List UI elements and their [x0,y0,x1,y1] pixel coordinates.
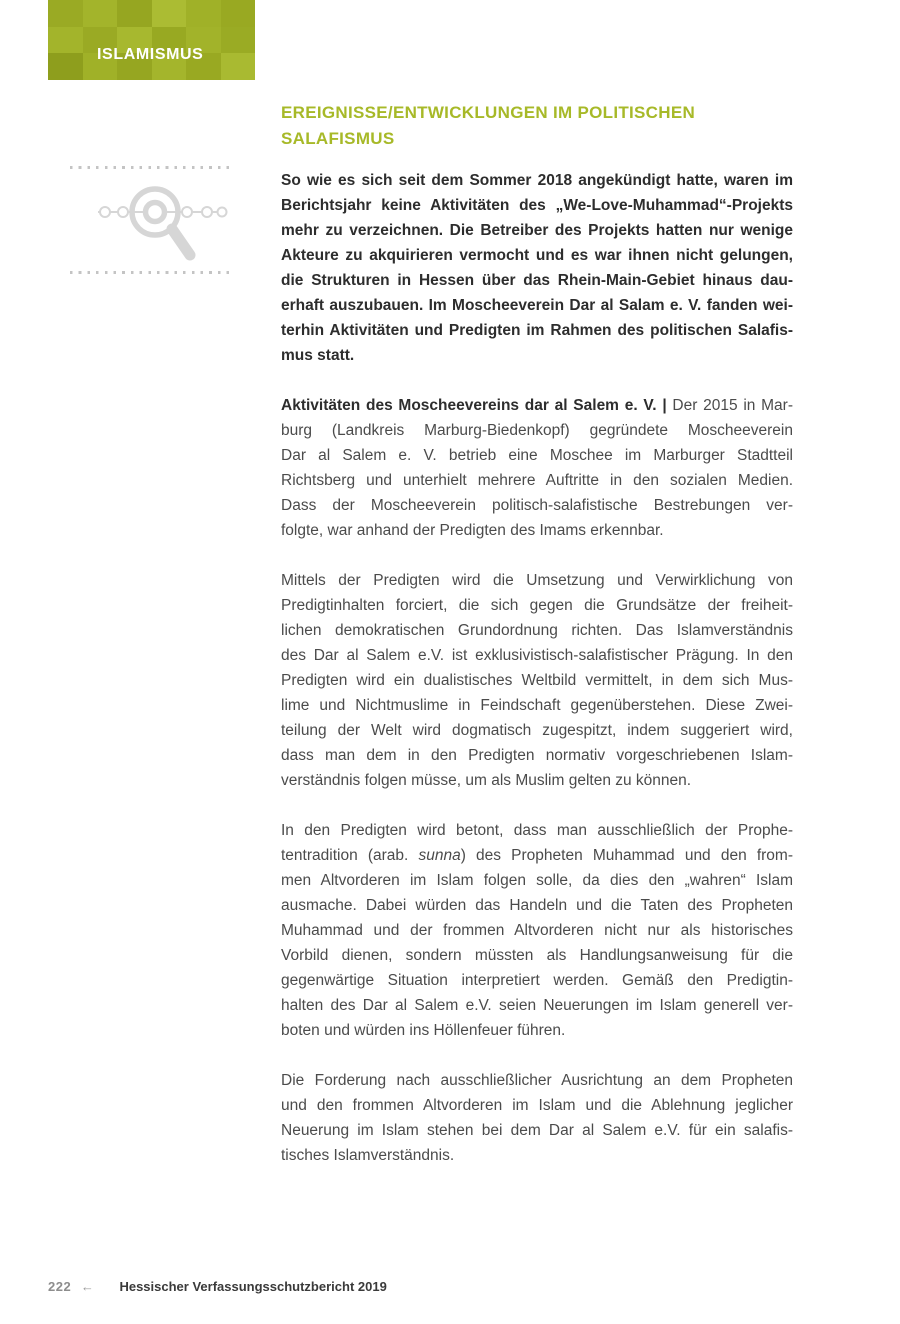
text-line [281,268,793,293]
chapter-label: ISLAMISMUS [97,46,204,63]
mosaic-tile [48,27,83,54]
text-line [281,518,793,543]
dotted-divider-bottom [70,271,234,274]
text-segment: burg (Landkreis Marburg-Biedenkopf) gegründete Moscheeverein [281,422,793,439]
mosaic-tile [221,27,256,54]
text-segment: tisches Islamverständnis. [281,1147,455,1164]
text-segment: boten und würden ins Höllenfeuer führen. [281,1022,566,1039]
text-line [281,493,793,518]
text-line [281,1118,793,1143]
text-line [281,718,793,743]
body-paragraph [281,568,793,793]
text-segment: Der 2015 in Mar- [672,397,793,414]
text-segment: Dass der Moscheeverein politisch-salafistische Bestrebungen ver- [281,497,793,514]
text-segment: gegenwärtige Situation interpretiert werden. Gemäß den Predigtin- [281,972,793,989]
text-line [281,893,793,918]
text-line [281,918,793,943]
text-segment: verständnis folgen müsse, um als Muslim gelten zu können. [281,772,692,789]
text-line [281,1093,793,1118]
text-line [281,943,793,968]
text-segment: erhaft auszubauen. Im Moscheeverein Dar al Salam e. V. fanden wei- [281,297,793,314]
section-heading: EREIGNISSE/ENTWICKLUNGEN IM POLITISCHEN SALAFISMUS [281,103,696,148]
text-line [281,218,793,243]
mosaic-tile [186,0,221,27]
text-line [281,393,793,418]
text-line [281,168,793,193]
text-line [281,343,793,368]
text-segment: terhin Aktivitäten und Predigten im Rahmen des politischen Salafis- [281,322,793,339]
text-line [281,318,793,343]
text-line [281,968,793,993]
text-segment: Predigten wird ein dualistisches Weltbild vermittelt, in dem sich Mus- [281,672,793,689]
text-line [281,818,793,843]
body-paragraph [281,818,793,1043]
text-segment: mus statt. [281,347,355,364]
text-segment: ausmache. Dabei würden das Handeln und die Taten des Propheten [281,897,793,914]
mosaic-tile [221,53,256,80]
text-segment: In den Predigten wird betont, dass man ausschließlich der Prophe- [281,822,793,839]
chapter-tab-mosaic [48,0,255,80]
text-line [281,1068,793,1093]
text-line [281,868,793,893]
text-line [281,468,793,493]
page-footer [48,1279,387,1294]
text-segment: Dar al Salem e. V. betrieb eine Moschee im Marburger Stadtteil [281,447,793,464]
text-line [281,443,793,468]
text-line [281,243,793,268]
text-segment: Die Forderung nach ausschließlicher Ausrichtung an dem Propheten [281,1072,793,1089]
text-segment: So wie es sich seit dem Sommer 2018 angekündigt hatte, waren im [281,172,793,189]
text-line [281,768,793,793]
text-line [281,843,793,868]
mosaic-tile [48,53,83,80]
text-line [281,418,793,443]
text-segment: Berichtsjahr keine Aktivitäten des „We-Love-Muhammad“-Projekts [281,197,793,214]
text-line [281,193,793,218]
text-segment: folgte, war anhand der Predigten des Imams erkennbar. [281,522,664,539]
text-segment: lime und Nichtmuslime in Feindschaft gegenüberstehen. Diese Zwei- [281,697,793,714]
body-paragraph [281,168,793,368]
text-segment: teilung der Welt wird dogmatisch zugespitzt, indem suggeriert wird, [281,722,793,739]
text-segment: lichen demokratischen Grundordnung richten. Das Islamverständnis [281,622,793,639]
mosaic-tile [152,0,187,27]
page-number: 222 [48,1279,72,1294]
italic-term: sunna [418,847,461,864]
text-line [281,693,793,718]
text-segment: Mittels der Predigten wird die Umsetzung und Verwirklichung von [281,572,793,589]
text-line [281,993,793,1018]
text-segment: Akteure zu akquirieren vermocht und es war ihnen nicht gelungen, [281,247,793,264]
inline-subheading: Aktivitäten des Moscheevereins dar al Salem e. V. | [281,397,673,414]
body-paragraph [281,1068,793,1168]
mosaic-tile [48,0,83,27]
text-segment: Neuerung im Islam stehen bei dem Dar al Salem e.V. für ein salafis- [281,1122,793,1139]
text-segment: ) des Propheten Muhammad und den from- [460,847,793,864]
text-line [281,593,793,618]
magnifier-nodes-icon [68,168,233,268]
text-segment: dass man dem in den Predigten normativ vorgeschriebenen Islam- [281,747,793,764]
text-line [281,568,793,593]
paragraphs [281,168,793,1168]
body-paragraph [281,393,793,543]
text-line [281,293,793,318]
text-segment: tentradition (arab. [281,847,419,864]
text-line [281,643,793,668]
text-segment: des Dar al Salem e.V. ist exklusivistisch-salafistischer Prägung. In den [281,647,793,664]
text-line [281,1143,793,1168]
report-title: Hessischer Verfassungsschutzbericht 2019 [119,1279,387,1294]
mosaic-tile [83,0,118,27]
text-segment: Vorbild dienen, sondern müssten als Handlungsanweisung für die [281,947,793,964]
text-segment: Muhammad und der frommen Altvorderen nicht nur als historisches [281,922,793,939]
text-line [281,743,793,768]
text-line [281,618,793,643]
back-arrow-icon: ← [80,1279,94,1294]
mosaic-tile [117,0,152,27]
text-segment: mehr zu verzeichnen. Die Betreiber des Projekts hatten nur wenige [281,222,793,239]
page-content [281,100,793,1193]
mosaic-tile [221,0,256,27]
text-line [281,668,793,693]
text-segment: men Altvorderen im Islam folgen solle, da dies den „wahren“ Islam [281,872,793,889]
text-segment: und den frommen Altvorderen im Islam und die Ablehnung jeglicher [281,1097,793,1114]
text-segment: halten des Dar al Salem e.V. seien Neuerungen im Islam generell ver- [281,997,793,1014]
chapter-tab [48,0,255,80]
text-line [281,1018,793,1043]
text-segment: Predigtinhalten forciert, die sich gegen die Grundsätze der freiheit- [281,597,793,614]
text-segment: die Strukturen in Hessen über das Rhein-Main-Gebiet hinaus dau- [281,272,793,289]
text-segment: Richtsberg und unterhielt mehrere Auftritte in den sozialen Medien. [281,472,793,489]
